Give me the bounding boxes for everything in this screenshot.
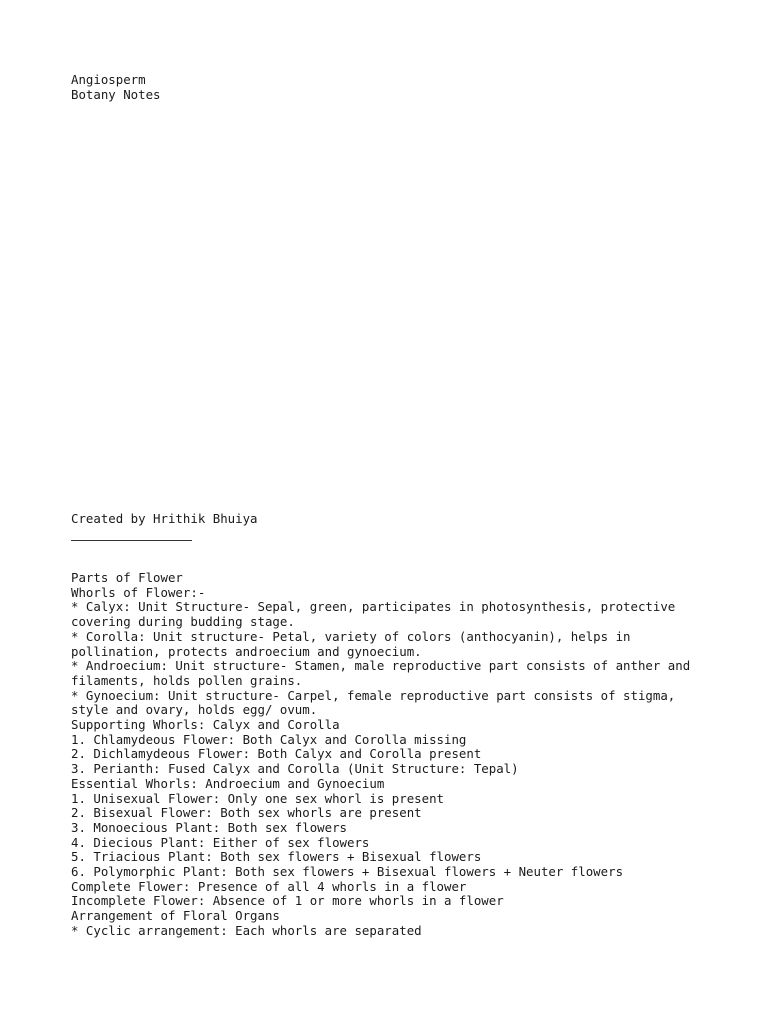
notes-line: 6. Polymorphic Plant: Both sex flowers + Bisexual flowers + Neuter flowers	[71, 864, 624, 880]
notes-line: Incomplete Flower: Absence of 1 or more whorls in a flower	[71, 893, 504, 909]
notes-body	[71, 571, 731, 939]
notes-line: Parts of Flower	[71, 570, 183, 585]
notes-line: 3. Monoecious Plant: Both sex flowers	[71, 819, 348, 835]
notes-line: * Corolla: Unit structure- Petal, variety of colors (anthocyanin), helps in	[71, 628, 631, 644]
notes-line: * Calyx: Unit Structure- Sepal, green, participates in photosynthesis, protective	[71, 599, 676, 615]
notes-line: 2. Dichlamydeous Flower: Both Calyx and Corolla present	[71, 746, 482, 762]
notes-line: 1. Unisexual Flower: Only one sex whorl is present	[71, 790, 444, 806]
notes-line: pollination, protects androecium and gynoecium.	[71, 643, 422, 659]
notes-line: covering during budding stage.	[71, 614, 295, 630]
notes-line: * Cyclic arrangement: Each whorls are separated	[71, 922, 422, 938]
notes-line: style and ovary, holds egg/ ovum.	[71, 702, 318, 718]
notes-line: Essential Whorls: Androecium and Gynoecium	[71, 775, 385, 791]
notes-line: Complete Flower: Presence of all 4 whorls in a flower	[71, 878, 467, 894]
notes-line: 4. Diecious Plant: Either of sex flowers	[71, 834, 370, 850]
notes-line: 5. Triacious Plant: Both sex flowers + Bisexual flowers	[71, 849, 482, 865]
title-block	[71, 73, 731, 102]
notes-line: 3. Perianth: Fused Calyx and Corolla (Unit Structure: Tepal)	[71, 761, 519, 777]
notes-line: 2. Bisexual Flower: Both sex whorls are present	[71, 805, 422, 821]
notes-line: Arrangement of Floral Organs	[71, 908, 280, 924]
notes-line: * Gynoecium: Unit structure- Carpel, female reproductive part consists of stigma,	[71, 687, 676, 703]
notes-line: Whorls of Flower:-	[71, 584, 206, 600]
notes-line: filaments, holds pollen grains.	[71, 672, 303, 688]
notes-line: Supporting Whorls: Calyx and Corolla	[71, 717, 340, 733]
author-block	[71, 512, 731, 527]
horizontal-rule	[71, 540, 192, 541]
author-credit: Created by Hrithik Bhuiya	[71, 511, 258, 526]
notes-line: * Androecium: Unit structure- Stamen, male reproductive part consists of anther and	[71, 658, 691, 674]
document-subtitle: Botany Notes	[71, 86, 161, 102]
document-title: Angiosperm	[71, 72, 146, 87]
notes-line: 1. Chlamydeous Flower: Both Calyx and Corolla missing	[71, 731, 467, 747]
